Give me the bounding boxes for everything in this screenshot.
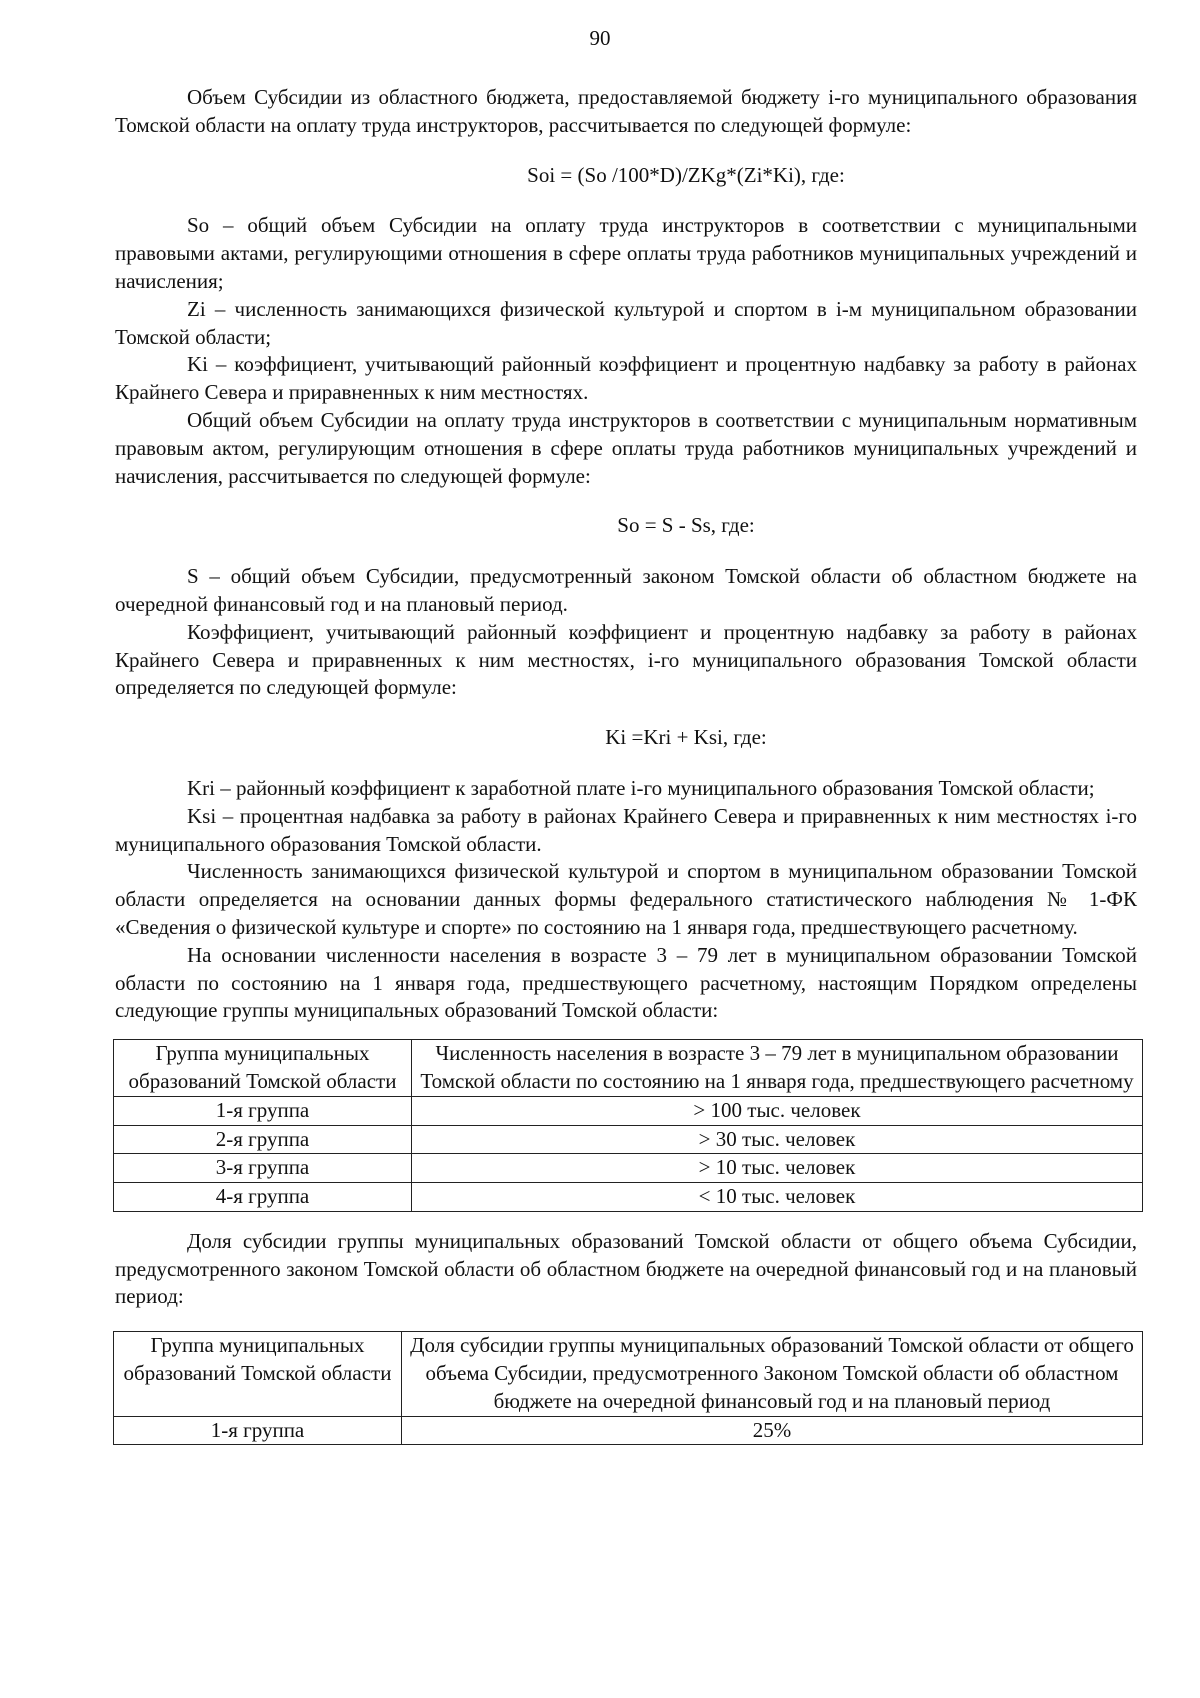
paragraph: So – общий объем Субсидии на оплату труда инструкторов в соответствии с муниципальными правовыми актами, регулирующими отношения в сфере оплаты труда работников муниципальных учреждений и начисления; — [115, 213, 1137, 293]
table-cell: 1-я группа — [114, 1096, 412, 1125]
formula-ki: Ki =Kri + Ksi, где: — [605, 725, 767, 750]
paragraph: Коэффициент, учитывающий районный коэффициент и процентную надбавку за работу в районах Крайнего Севера и приравненных к ним местностях, i-го муниципального образования Томской области определяется по следующей формуле: — [115, 619, 1137, 700]
table-cell: > 30 тыс. человек — [412, 1125, 1143, 1154]
table-header-cell: Группа муниципальных образований Томской области — [114, 1332, 402, 1416]
paragraph: Kri – районный коэффициент к заработной плате i-го муниципального образования Томской области; — [187, 775, 1095, 800]
table-cell: > 10 тыс. человек — [412, 1154, 1143, 1183]
population-groups-table — [113, 1039, 1143, 1212]
table-header-cell: Численность населения в возрасте 3 – 79 лет в муниципальном образовании Томской области по состоянию на 1 января года, предшествующего расчетному — [412, 1040, 1143, 1097]
table-cell: 1-я группа — [114, 1416, 402, 1445]
table-header-row — [114, 1332, 1143, 1416]
paragraph: Численность занимающихся физической культурой и спортом в муниципальном образовании Томской области определяется на основании данных формы федерального статистического наблюдения № 1-ФК «Сведения о физической культуре и спорте» по состоянию на 1 января года, предшествующего расчетному. — [115, 859, 1137, 939]
table-row — [114, 1125, 1143, 1154]
table-cell: < 10 тыс. человек — [412, 1183, 1143, 1212]
table-row — [114, 1183, 1143, 1212]
table-row — [114, 1096, 1143, 1125]
table-row — [114, 1154, 1143, 1183]
table-cell: 3-я группа — [114, 1154, 412, 1183]
paragraph: Ksi – процентная надбавка за работу в районах Крайнего Севера и приравненных к ним местностях i-го муниципального образования Томской области. — [115, 803, 1137, 856]
table-header-row — [114, 1040, 1143, 1097]
paragraph: S – общий объем Субсидии, предусмотренный законом Томской области об областном бюджете на очередной финансовый год и на плановый период. — [115, 564, 1137, 616]
table-header-cell: Группа муниципальных образований Томской области — [114, 1040, 412, 1097]
paragraph: Доля субсидии группы муниципальных образований Томской области от общего объема Субсидии, предусмотренного законом Томской области об областном бюджете на очередной финансовый год и на плановый период: — [115, 1228, 1137, 1309]
paragraph: Объем Субсидии из областного бюджета, предоставляемой бюджету i-го муниципального образования Томской области на оплату труда инструкторов, рассчитывается по следующей формуле: — [115, 85, 1137, 137]
table-cell: > 100 тыс. человек — [412, 1096, 1143, 1125]
paragraph: Общий объем Субсидии на оплату труда инструкторов в соответствии с муниципальным нормативным правовым актом, регулирующим отношения в сфере оплаты труда работников муниципальных учреждений и начисления, рассчитывается по следующей формуле: — [115, 407, 1137, 488]
table-header-cell: Доля субсидии группы муниципальных образований Томской области от общего объема Субсидии, предусмотренного Законом Томской области об областном бюджете на очередной финансовый год и на плановый период — [402, 1332, 1143, 1416]
paragraph: Zi – численность занимающихся физической культурой и спортом в i-м муниципальном образовании Томской области; — [115, 296, 1137, 349]
paragraph: Ki – коэффициент, учитывающий районный коэффициент и процентную надбавку за работу в районах Крайнего Севера и приравненных к ним местностях. — [115, 352, 1137, 405]
table-cell: 2-я группа — [114, 1125, 412, 1154]
formula-so: So = S - Ss, где: — [617, 513, 755, 538]
subsidy-share-table — [113, 1331, 1143, 1445]
page-number: 90 — [589, 26, 611, 50]
table-cell: 25% — [402, 1416, 1143, 1445]
document-body — [115, 84, 1137, 1445]
formula-soi: Soi = (So /100*D)/ZKg*(Zi*Ki), где: — [527, 162, 845, 187]
table-row — [114, 1416, 1143, 1445]
paragraph: На основании численности населения в возрасте 3 – 79 лет в муниципальном образовании Томской области по состоянию на 1 января года, предшествующего расчетному, настоящим Порядком определены следующие группы муниципальных образований Томской области: — [115, 942, 1137, 1023]
table-cell: 4-я группа — [114, 1183, 412, 1212]
